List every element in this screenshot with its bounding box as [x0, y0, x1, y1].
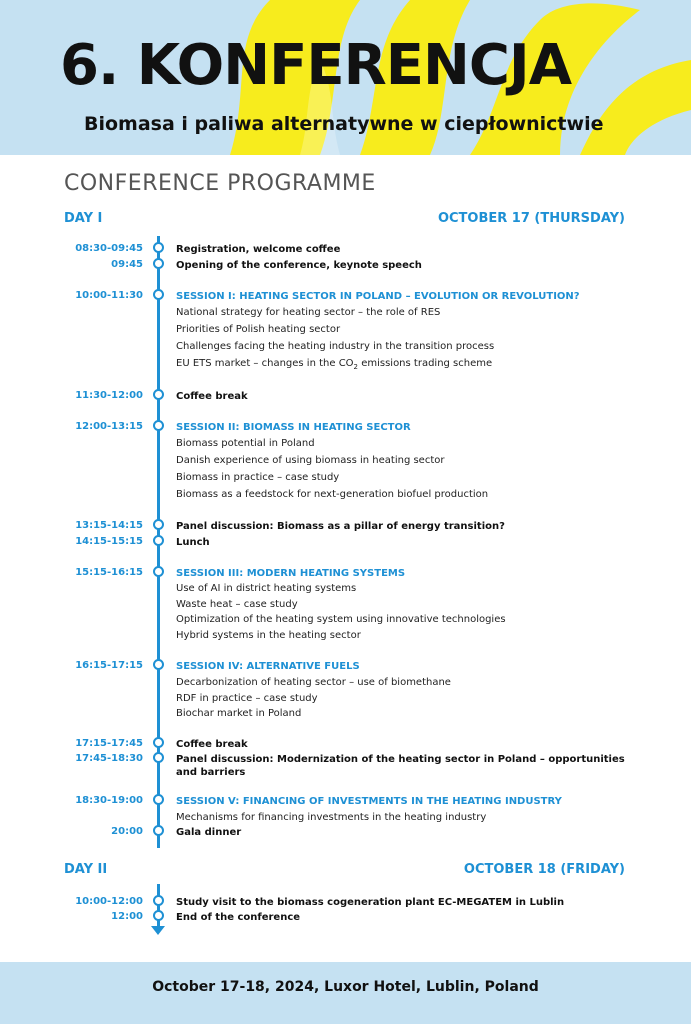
timeline-dot: [153, 242, 164, 253]
header-banner: [0, 0, 691, 155]
agenda-item: Registration, welcome coffee: [176, 244, 341, 255]
programme-title: CONFERENCE PROGRAMME: [64, 171, 376, 196]
day-two-label: DAY II: [64, 862, 108, 877]
time-slot: 11:30-12:00: [75, 390, 143, 401]
agenda-item: Coffee break: [176, 739, 248, 750]
subscript: 2: [353, 363, 359, 371]
agenda-item-tail: emissions trading scheme: [358, 358, 493, 369]
agenda-item: Panel discussion: Modernization of the heating sector in Poland – opportunities and barriers: [176, 754, 625, 778]
time-slot: 17:45-18:30: [75, 753, 143, 764]
agenda-item: Lunch: [176, 537, 210, 548]
timeline-dot: [153, 566, 164, 577]
agenda-item: Priorities of Polish heating sector: [176, 324, 341, 335]
agenda-item: RDF in practice – case study: [176, 693, 318, 704]
timeline-dot: [153, 535, 164, 546]
timeline-dot: [153, 910, 164, 921]
timeline-dot: [153, 389, 164, 400]
timeline-dot: [153, 752, 164, 763]
timeline-dot: [153, 289, 164, 300]
agenda-item-ets: [176, 357, 626, 374]
timeline-dot: [153, 659, 164, 670]
time-slot: 10:00-11:30: [75, 290, 143, 301]
agenda-item: Opening of the conference, keynote speech: [176, 260, 422, 271]
arrow-down-icon: [151, 926, 165, 935]
time-slot: 08:30-09:45: [75, 243, 143, 254]
agenda-item: Gala dinner: [176, 827, 242, 838]
timeline-dot: [153, 895, 164, 906]
session-title: SESSION III: MODERN HEATING SYSTEMS: [176, 568, 406, 579]
timeline-dot: [153, 258, 164, 269]
timeline-dot: [153, 519, 164, 530]
timeline-dot: [153, 420, 164, 431]
agenda-item: Panel discussion: Biomass as a pillar of energy transition?: [176, 521, 505, 532]
agenda-item: Challenges facing the heating industry in the transition process: [176, 341, 495, 352]
time-slot: 20:00: [111, 826, 143, 837]
day-two-date: OCTOBER 18 (FRIDAY): [463, 862, 625, 877]
timeline-dot: [153, 825, 164, 836]
agenda-item: Study visit to the biomass cogeneration plant EC-MEGATEM in Lublin: [176, 897, 565, 908]
agenda-item: Biomass potential in Poland: [176, 438, 315, 449]
conference-title: 6. KONFERENCJA: [60, 33, 572, 98]
agenda-item: Biochar market in Poland: [176, 708, 302, 719]
time-slot: 15:15-16:15: [75, 567, 143, 578]
time-slot: 12:00: [111, 911, 143, 922]
conference-subtitle: Biomasa i paliwa alternatywne w ciepłownictwie: [84, 113, 604, 135]
agenda-item: Danish experience of using biomass in heating sector: [176, 455, 445, 466]
timeline-dot: [153, 737, 164, 748]
session-title: SESSION II: BIOMASS IN HEATING SECTOR: [176, 422, 411, 433]
time-slot: 14:15-15:15: [75, 536, 143, 547]
agenda-item: Biomass in practice – case study: [176, 472, 340, 483]
time-slot: 16:15-17:15: [75, 660, 143, 671]
time-slot: 10:00-12:00: [75, 896, 143, 907]
agenda-item: Optimization of the heating system using innovative technologies: [176, 614, 506, 625]
day-one-date: OCTOBER 17 (THURSDAY): [437, 211, 625, 226]
agenda-item: Coffee break: [176, 391, 248, 402]
time-slot: 17:15-17:45: [75, 738, 143, 749]
agenda-item: Decarbonization of heating sector – use of biomethane: [176, 677, 451, 688]
time-slot: 13:15-14:15: [75, 520, 143, 531]
session-title: SESSION IV: ALTERNATIVE FUELS: [176, 661, 360, 672]
agenda-item: Biomass as a feedstock for next-generation biofuel production: [176, 489, 489, 500]
agenda-item: Waste heat – case study: [176, 599, 298, 610]
agenda-item: National strategy for heating sector – the role of RES: [176, 307, 441, 318]
timeline-dot: [153, 794, 164, 805]
session-title: SESSION V: FINANCING OF INVESTMENTS IN THE HEATING INDUSTRY: [176, 796, 562, 807]
agenda-item: Hybrid systems in the heating sector: [176, 630, 361, 641]
agenda-item: Mechanisms for financing investments in the heating industry: [176, 812, 487, 823]
agenda-item: End of the conference: [176, 912, 301, 923]
time-slot: 09:45: [111, 259, 143, 270]
event-location-date: October 17-18, 2024, Luxor Hotel, Lublin, Poland: [152, 979, 539, 995]
time-slot: 18:30-19:00: [75, 795, 143, 806]
agenda-item: Use of AI in district heating systems: [176, 583, 357, 594]
time-slot: 12:00-13:15: [75, 421, 143, 432]
day-one-label: DAY I: [64, 211, 103, 226]
agenda-item-text: EU ETS market – changes in the CO: [176, 358, 354, 369]
session-title: SESSION I: HEATING SECTOR IN POLAND – EVOLUTION OR REVOLUTION?: [176, 291, 580, 302]
